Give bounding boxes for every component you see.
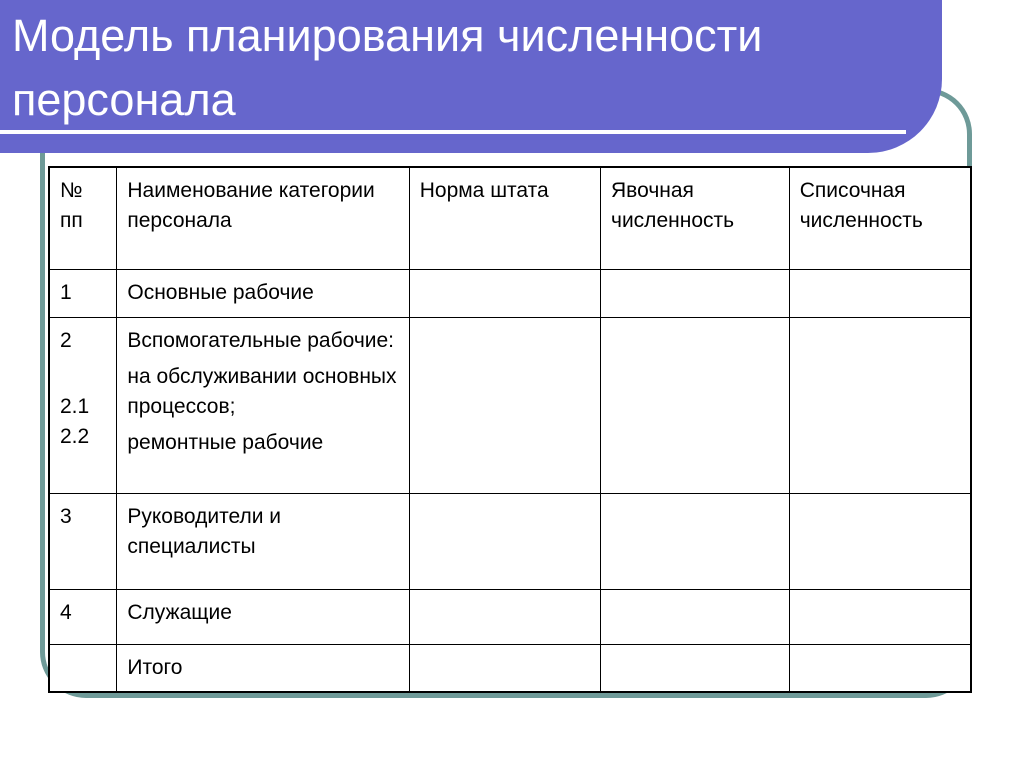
table-row xyxy=(49,493,971,589)
slide-title: Модель планирования численности персонала xyxy=(12,10,763,125)
row-name: Руководители и специалисты xyxy=(117,493,409,589)
title-band xyxy=(0,0,942,153)
row-cell xyxy=(409,589,600,644)
table-row xyxy=(49,269,971,317)
row-cell xyxy=(789,589,971,644)
row-name: Итого xyxy=(117,644,409,692)
row-num: 1 xyxy=(49,269,117,317)
header-num: № пп xyxy=(49,167,117,269)
row-cell xyxy=(409,317,600,493)
row-num: 2 xyxy=(60,328,72,352)
header-name: Наименование категории персонала xyxy=(117,167,409,269)
row-cell xyxy=(601,317,790,493)
header-norm: Норма штата xyxy=(409,167,600,269)
row-cell xyxy=(601,589,790,644)
row-name: Основные рабочие xyxy=(117,269,409,317)
row-name: Служащие xyxy=(117,589,409,644)
table-row-total xyxy=(49,644,971,692)
row-name-cell xyxy=(117,317,409,493)
table-row xyxy=(49,317,971,493)
row-subname: на обслуживании основных процессов; xyxy=(127,364,397,418)
title-underline xyxy=(0,130,906,134)
row-num-cell xyxy=(49,317,117,493)
row-cell xyxy=(789,644,971,692)
row-cell xyxy=(601,269,790,317)
row-cell xyxy=(601,493,790,589)
row-cell xyxy=(789,493,971,589)
row-cell xyxy=(789,269,971,317)
row-name: Вспомогательные рабочие: xyxy=(127,328,395,352)
row-num: 4 xyxy=(49,589,117,644)
row-subnum: 2.2 xyxy=(60,424,90,448)
staff-table xyxy=(48,166,972,693)
row-subname: ремонтные рабочие xyxy=(127,430,324,454)
row-subnum: 2.1 xyxy=(60,394,90,418)
header-attendance: Явочная численность xyxy=(601,167,790,269)
row-cell xyxy=(409,269,600,317)
row-num: 3 xyxy=(49,493,117,589)
row-num xyxy=(49,644,117,692)
table-row xyxy=(49,589,971,644)
spacer xyxy=(60,356,106,392)
table-header-row xyxy=(49,167,971,269)
row-cell xyxy=(789,317,971,493)
row-cell xyxy=(409,493,600,589)
header-payroll: Списочная численность xyxy=(789,167,971,269)
row-cell xyxy=(409,644,600,692)
row-cell xyxy=(601,644,790,692)
